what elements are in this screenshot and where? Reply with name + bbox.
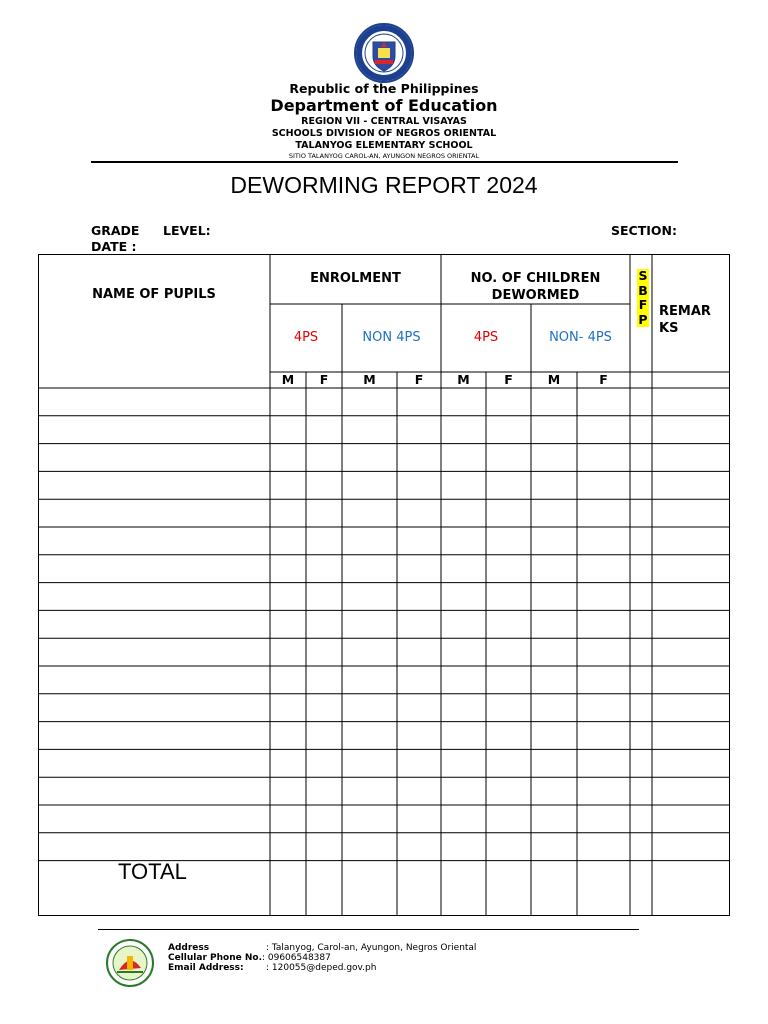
- table-grid: [38, 254, 730, 916]
- table-border: [39, 255, 730, 916]
- deped-seal: [351, 22, 417, 84]
- address-value: : Talanyog, Carol-an, Ayungon, Negros Oriental: [266, 943, 477, 953]
- remarks-header-line2: KS: [659, 321, 679, 336]
- section-label: SECTION:: [611, 223, 677, 238]
- sbfp-letter: P: [638, 311, 648, 327]
- remarks-header-line1: REMAR: [659, 304, 711, 319]
- dewormed-header-line2: DEWORMED: [491, 288, 580, 303]
- grade-label: GRADE: [91, 223, 140, 238]
- male-col-2: M: [363, 372, 376, 387]
- female-col-1: F: [319, 372, 329, 387]
- republic-line: Republic of the Philippines: [289, 81, 479, 96]
- enrolment-header: ENROLMENT: [310, 271, 401, 286]
- phone-value: : 09606548387: [261, 953, 331, 963]
- address-row: [168, 943, 209, 953]
- name-of-pupils-header: NAME OF PUPILS: [92, 287, 216, 302]
- email-row: [168, 963, 244, 973]
- female-col-4: F: [599, 372, 608, 387]
- sbfp-letter: B: [638, 282, 648, 298]
- sbfp-letter: F: [638, 297, 648, 312]
- region-line: REGION VII - CENTRAL VISAYAS: [301, 116, 467, 127]
- dewormed-non-4ps: NON- 4PS: [549, 330, 612, 345]
- enrolment-4ps: 4PS: [293, 330, 319, 345]
- report-title: DEWORMING REPORT 2024: [230, 172, 538, 198]
- department-line: Department of Education: [270, 96, 498, 115]
- address-label: Address: [168, 943, 210, 953]
- sbfp-letter: S: [638, 268, 648, 283]
- sitio-line: SITIO TALANYOG CAROL-AN, AYUNGON NEGROS ORIENTAL: [288, 152, 480, 160]
- male-col-4: M: [547, 372, 561, 387]
- sbfp-header: [637, 269, 649, 327]
- school-logo: [105, 938, 155, 988]
- male-col-1: M: [281, 372, 295, 387]
- email-value: : 120055@deped.gov.ph: [266, 963, 377, 973]
- header-divider: [91, 161, 678, 163]
- male-col-3: M: [457, 372, 470, 387]
- phone-label: Cellular Phone No.: [168, 953, 262, 963]
- footer-divider: [98, 929, 639, 930]
- female-col-3: F: [504, 372, 513, 387]
- dewormed-header-line1: NO. OF CHILDREN: [470, 271, 601, 286]
- enrolment-non-4ps: NON 4PS: [362, 330, 421, 345]
- female-col-2: F: [414, 372, 424, 387]
- level-label: LEVEL:: [163, 223, 211, 238]
- phone-row: [168, 953, 331, 963]
- email-label: Email Address:: [168, 963, 244, 973]
- dewormed-4ps: 4PS: [473, 330, 499, 345]
- total-label: TOTAL: [118, 859, 187, 884]
- deworming-table: [38, 254, 730, 916]
- date-label: DATE :: [91, 239, 137, 254]
- division-line: SCHOOLS DIVISION OF NEGROS ORIENTAL: [271, 128, 497, 139]
- school-line: TALANYOG ELEMENTARY SCHOOL: [295, 140, 473, 151]
